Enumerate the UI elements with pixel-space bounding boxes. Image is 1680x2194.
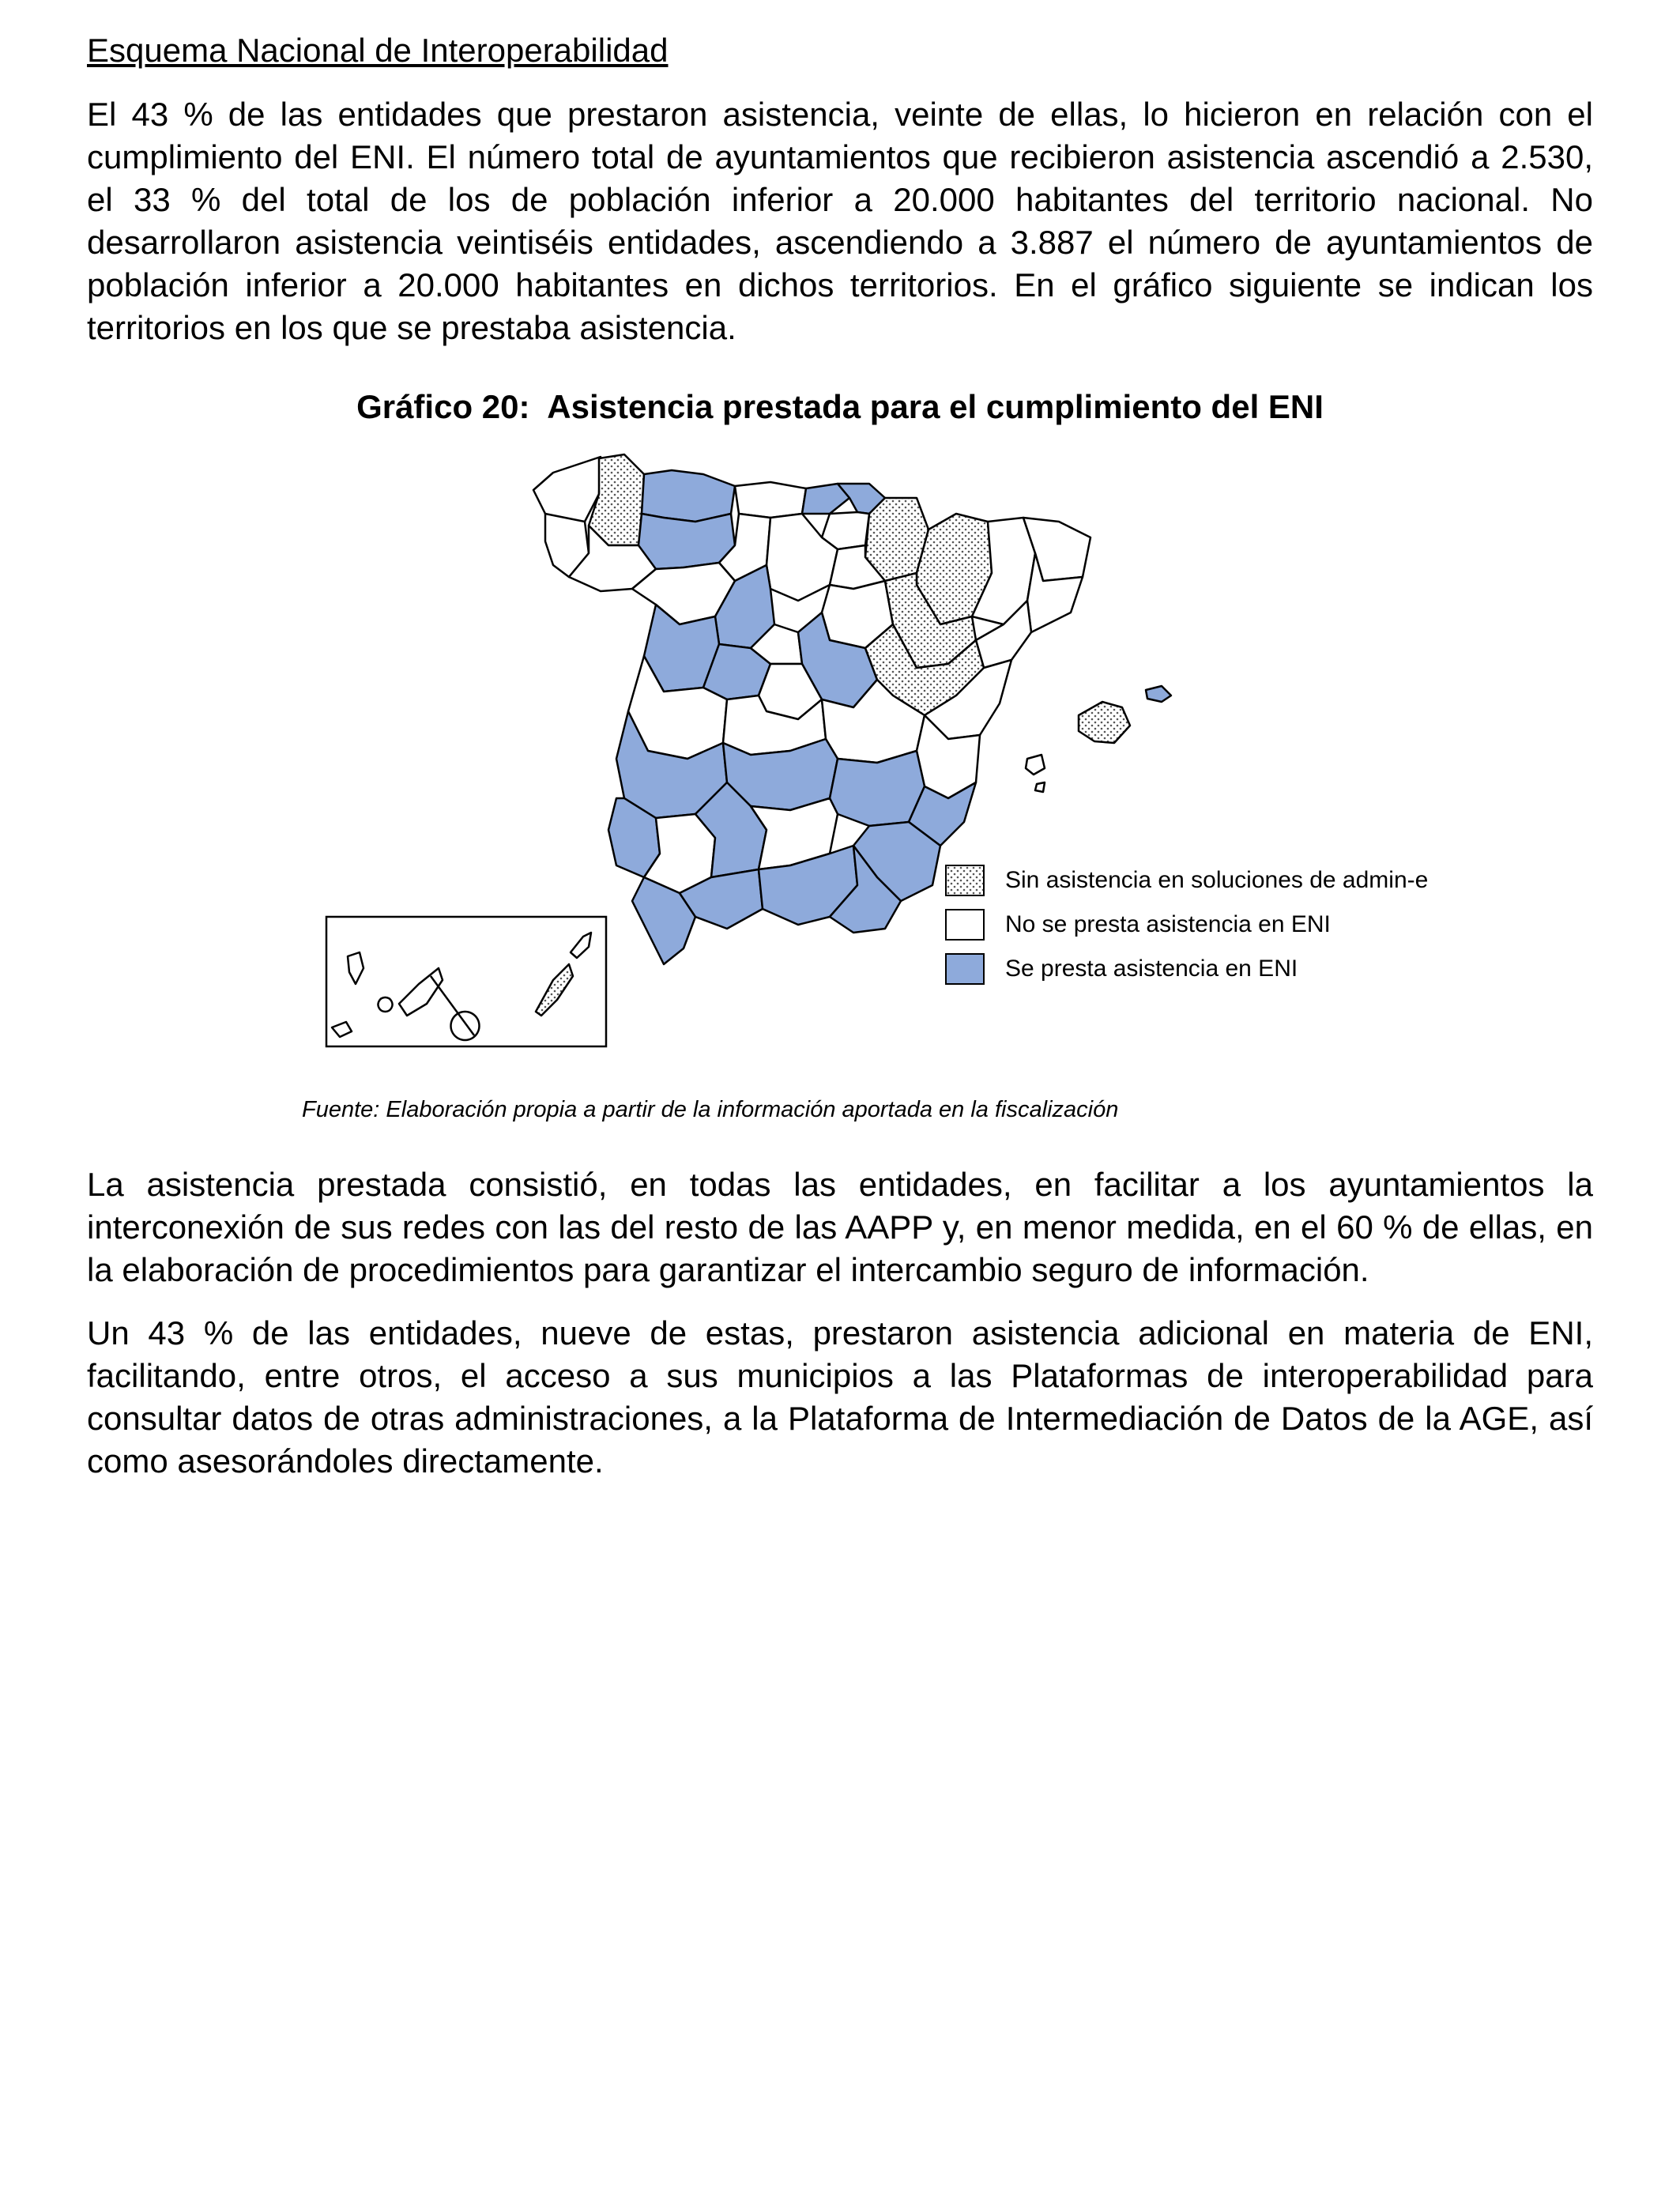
additional-assistance-paragraph: Un 43 % de las entidades, nueve de estas, prestaron asistencia adicional en materia de ENI, facilitando, entre otros, el acceso a sus municipios a las Plataformas de interoperabilidad para consultar datos de otras administraciones, a la Plataforma de Intermediación de Datos de la AGE, así como asesorándoles directamente.	[87, 1314, 1593, 1480]
province-asturias	[642, 470, 735, 522]
assistance-paragraph: La asistencia prestada consistió, en todas las entidades, en facilitar a los ayuntamientos la interconexión de sus redes con las del resto de las AAPP y, en menor medida, en el 60 % de ellas, en la elaboración de procedimientos para garantizar el intercambio seguro de información.	[87, 1166, 1593, 1288]
province-mallorca	[1079, 702, 1130, 743]
legend-label-no: No se presta asistencia en ENI	[1005, 911, 1331, 937]
legend-label-yes: Se presta asistencia en ENI	[1005, 956, 1298, 982]
legend-swatch-yes	[945, 953, 985, 985]
intro-paragraph: El 43 % de las entidades que prestaron asistencia, veinte de ellas, lo hicieron en relación con el cumplimiento del ENI. El número total de ayuntamientos que recibieron asistencia ascendió a 2.530, el 33 % del total de los de población inferior a 20.000 habitantes del territorio nacional. No desarrollaron asistencia veintiséis entidades, ascendiendo a 3.887 el número de ayuntamientos de población inferior a 20.000 habitantes en dichos territorios. En el gráfico siguiente se indican los territorios en los que se prestaba asistencia.	[87, 96, 1593, 346]
island-gran-canaria	[451, 1012, 480, 1040]
legend-swatch-none	[945, 865, 985, 896]
province-ibiza	[1026, 755, 1045, 775]
island-la-gomera	[379, 997, 393, 1012]
province-menorca	[1146, 686, 1171, 702]
province-formentera	[1035, 782, 1045, 792]
figure-label: Gráfico 20:	[356, 388, 530, 425]
province-albacete	[830, 751, 925, 826]
source-label: Fuente	[302, 1097, 374, 1122]
figure-source	[302, 1095, 1118, 1124]
source-text: : Elaboración propia a partir de la información aportada en la fiscalización	[373, 1097, 1119, 1122]
figure-title-text: Asistencia prestada para el cumplimiento del ENI	[547, 388, 1324, 425]
section-title: Esquema Nacional de Interoperabilidad	[87, 32, 669, 69]
legend-label-none: Sin asistencia en soluciones de admin-e	[1005, 867, 1429, 893]
province-cantabria	[735, 482, 806, 518]
legend-swatch-no	[945, 909, 985, 941]
